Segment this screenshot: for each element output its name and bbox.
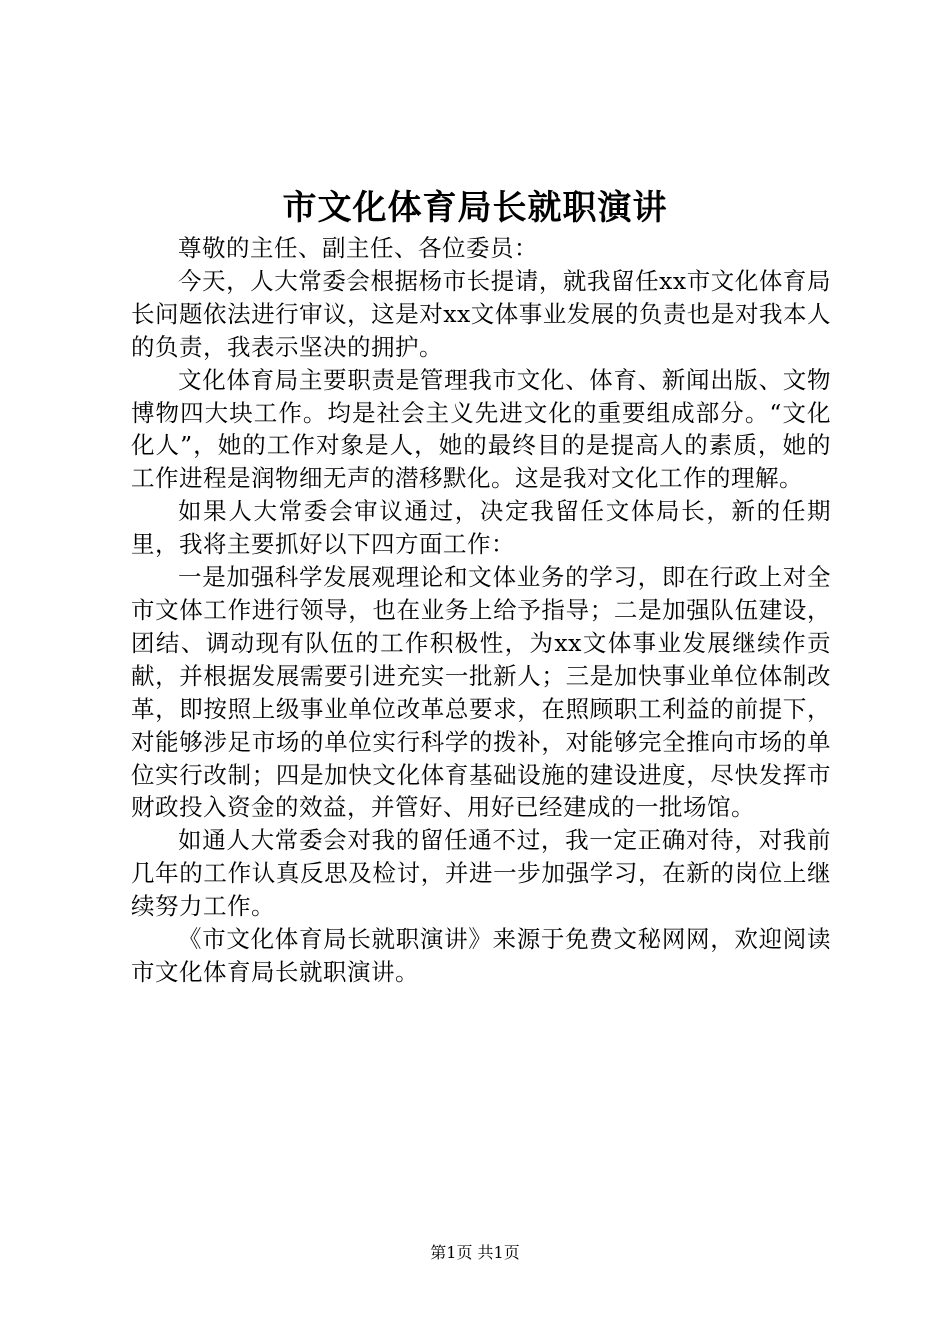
body-paragraph: 文化体育局主要职责是管理我市文化、体育、新闻出版、文物博物四大块工作。均是社会主义先进文化的重要组成部分。“文化化人”，她的工作对象是人，她的最终目的是提高人的素质，她的工作进程是润物细无声的潜移默化。这是我对文化工作的理解。: [131, 365, 831, 493]
salutation-paragraph: 尊敬的主任、副主任、各位委员：: [178, 234, 538, 262]
document-body: [131, 232, 831, 989]
body-paragraph: 一是加强科学发展观理论和文体业务的学习，即在行政上对全市文体工作进行领导，也在业务上给予指导；二是加强队伍建设，团结、调动现有队伍的工作积极性，为xx文体事业发展继续作贡献，并根据发展需要引进充实一批新人；三是加快事业单位体制改革，即按照上级事业单位改革总要求，在照顾职工利益的前提下，对能够涉足市场的单位实行科学的拨补，对能够完全推向市场的单位实行改制；四是加快文化体育基础设施的建设进度，尽快发挥市财政投入资金的效益，并管好、用好已经建成的一批场馆。: [131, 563, 831, 822]
document-title: 市文化体育局长就职演讲: [282, 188, 668, 228]
body-paragraph: 今天，人大常委会根据杨市长提请，就我留任xx市文化体育局长问题依法进行审议，这是对xx文体事业发展的负责也是对我本人的负责，我表示坚决的拥护。: [131, 266, 831, 361]
source-note-paragraph: 《市文化体育局长就职演讲》来源于免费文秘网网，欢迎阅读市文化体育局长就职演讲。: [131, 925, 831, 986]
body-paragraph: 如通人大常委会对我的留任通不过，我一定正确对待，对我前几年的工作认真反思及检讨，并进一步加强学习，在新的岗位上继续努力工作。: [131, 826, 831, 921]
page-number-footer: 第1页 共1页: [430, 1243, 520, 1262]
body-paragraph: 如果人大常委会审议通过，决定我留任文体局长，新的任期里，我将主要抓好以下四方面工作：: [131, 497, 831, 559]
